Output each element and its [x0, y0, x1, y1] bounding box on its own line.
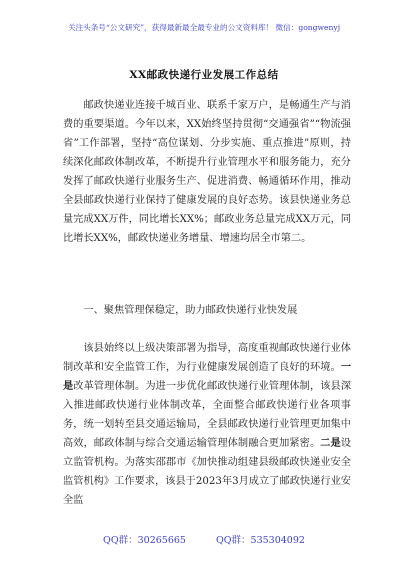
header-notice: 关注头条号“公文研究”，获得最新最全最专业的公文资料库！ 微信：gongwenyj: [67, 23, 341, 32]
footer-qq-groups: [0, 532, 408, 546]
qq-group-1: QQ群：30265665: [103, 535, 186, 546]
bold-marker: 一是: [63, 361, 351, 392]
paragraph-section-1: [63, 339, 351, 510]
section-heading-text: 一、聚焦管理保稳定，助力邮政快递行业快发展: [83, 305, 298, 316]
qq-group-2: QQ群：535304092: [215, 535, 305, 546]
document-title: XX邮政快递行业发展工作总结: [129, 69, 279, 81]
paragraph-intro: [63, 96, 351, 248]
paragraph-text-part: 设立监管机构。为落实邵郡市《加快推动组建县级邮政快递业安全监管机构》工作要求，该县于2023年3月成立了邮政快递行业安全监: [63, 438, 352, 506]
paragraph-text-part: 该县始终以上级决策部署为指导，高度重视邮政快递行业体制改革和安全监管工作，为行业健康发展创造了良好的环境。: [63, 343, 351, 373]
section-heading: [63, 301, 351, 320]
paragraph-text: [63, 339, 351, 510]
paragraph-text: 邮政快递业连接千城百业、联系千家万户，是畅通生产与消费的重要渠道。今年以来，XX始终坚持贯彻“交通强省”“物流强省”工作部署，坚持“高位谋划、分步实施、重点推进”原则，持续深化邮政体制改革，不断提升行业管理水平和服务能力，充分发挥了邮政快递行业服务生产、促进消费、畅通循环作用，推动全县邮政快递行业保持了健康发展的良好态势。该县快递业务总量完成XX万件，同比增长XX%；邮政业务总量完成XX万元，同比增长XX%，邮政快递业务增量、增速均居全市第二。: [63, 100, 351, 244]
paragraph-text-part: 改革管理体制。为进一步优化邮政快递行业管理体制，该县深入推进邮政快递行业体制改革，全面整合邮政快递行业各项事务，统一划转至县交通运输局，全县邮政快递行业管理更加集中高效，邮政体制与综合交通运输管理体制融合更加紧密。: [63, 381, 352, 449]
bold-marker: 二是: [320, 437, 341, 449]
